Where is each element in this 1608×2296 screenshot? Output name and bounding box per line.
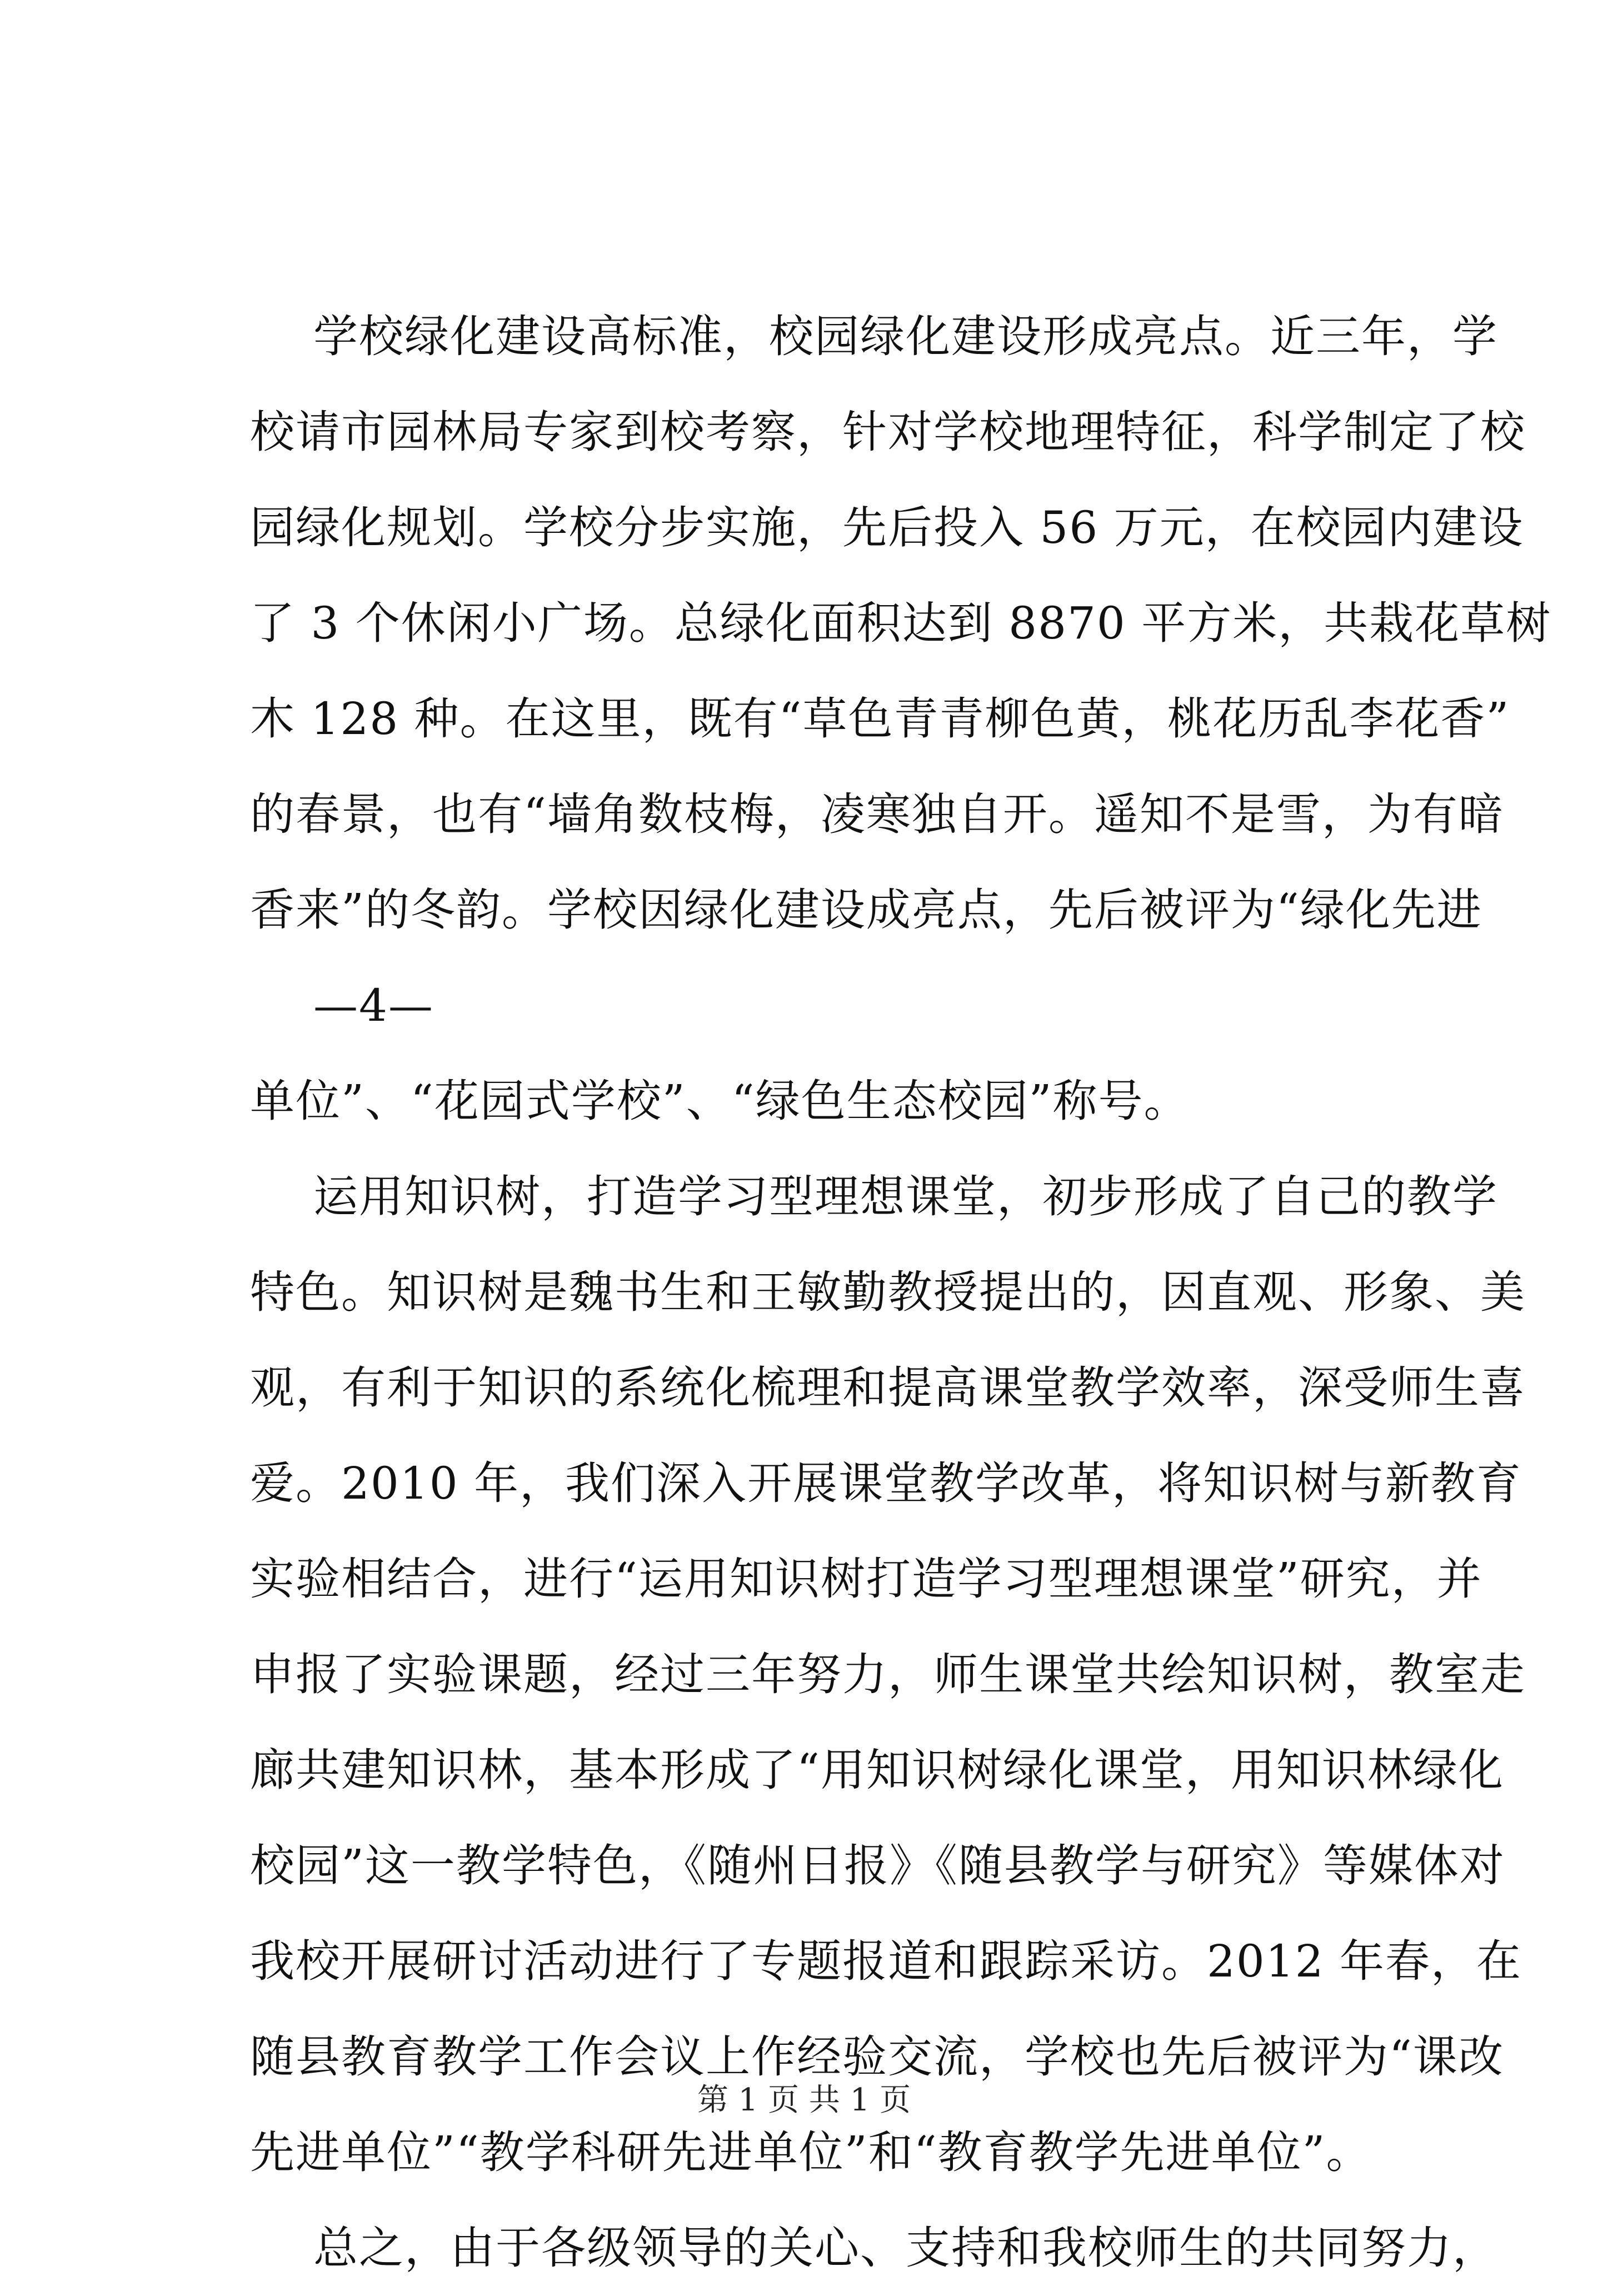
paragraph-line: 学校绿化建设高标准，校园绿化建设形成亮点。近三年，学 <box>313 311 1498 362</box>
paragraph-line: 爱。2010 年，我们深入开展课堂教学改革，将知识树与新教育 <box>250 1458 1522 1509</box>
paragraph-line: 木 128 种。在这里，既有“草色青青柳色黄，桃花历乱李花香” <box>250 693 1510 745</box>
paragraph-line: 运用知识树，打造学习型理想课堂，初步形成了自己的教学 <box>313 1171 1498 1222</box>
paragraph-line: 单位”、“花园式学校”、“绿色生态校园”称号。 <box>250 1075 1190 1127</box>
paragraph-line: 总之，由于各级领导的关心、支持和我校师生的共同努力， <box>313 2222 1498 2274</box>
paragraph-line: 校园”这一教学特色，《随州日报》《随县教学与研究》等媒体对 <box>250 1840 1505 1891</box>
paragraph-line: 随县教育教学工作会议上作经验交流，学校也先后被评为“课改 <box>250 2031 1504 2083</box>
paragraph-line: 校请市园林局专家到校考察，针对学校地理特征，科学制定了校 <box>250 406 1526 458</box>
paragraph-line: 园绿化规划。学校分步实施，先后投入 56 万元，在校园内建设 <box>250 502 1524 553</box>
paragraph-line: 的春景，也有“墙角数枝梅，凌寒独自开。遥知不是雪，为有暗 <box>250 788 1504 840</box>
paragraph-line: 香来”的冬韵。学校因绿化建设成亮点，先后被评为“绿化先进 <box>250 884 1482 936</box>
document-body <box>250 289 1552 2296</box>
inline-page-number: —4— <box>313 980 434 1031</box>
paragraph-line: 特色。知识树是魏书生和王敏勤教授提出的，因直观、形象、美 <box>250 1266 1526 1318</box>
paragraph-line: 我校开展研讨活动进行了专题报道和跟踪采访。2012 年春，在 <box>250 1935 1522 1987</box>
paragraph-line: 实验相结合，进行“运用知识树打造学习型理想课堂”研究，并 <box>250 1553 1482 1605</box>
paragraph-line: 先进单位”“教学科研先进单位”和“教育教学先进单位”。 <box>250 2127 1372 2178</box>
paragraph-line: 申报了实验课题，经过三年努力，师生课堂共绘知识树，教室走 <box>250 1649 1526 1700</box>
paragraph-line: 观，有利于知识的系统化梳理和提高课堂教学效率，深受师生喜 <box>250 1362 1526 1414</box>
paragraph-line: 廊共建知识林，基本形成了“用知识树绿化课堂，用知识林绿化 <box>250 1744 1504 1796</box>
page-footer: 第 1 页 共 1 页 <box>697 2082 911 2118</box>
paragraph-line: 了 3 个休闲小广场。总绿化面积达到 8870 平方米，共栽花草树 <box>250 597 1552 649</box>
